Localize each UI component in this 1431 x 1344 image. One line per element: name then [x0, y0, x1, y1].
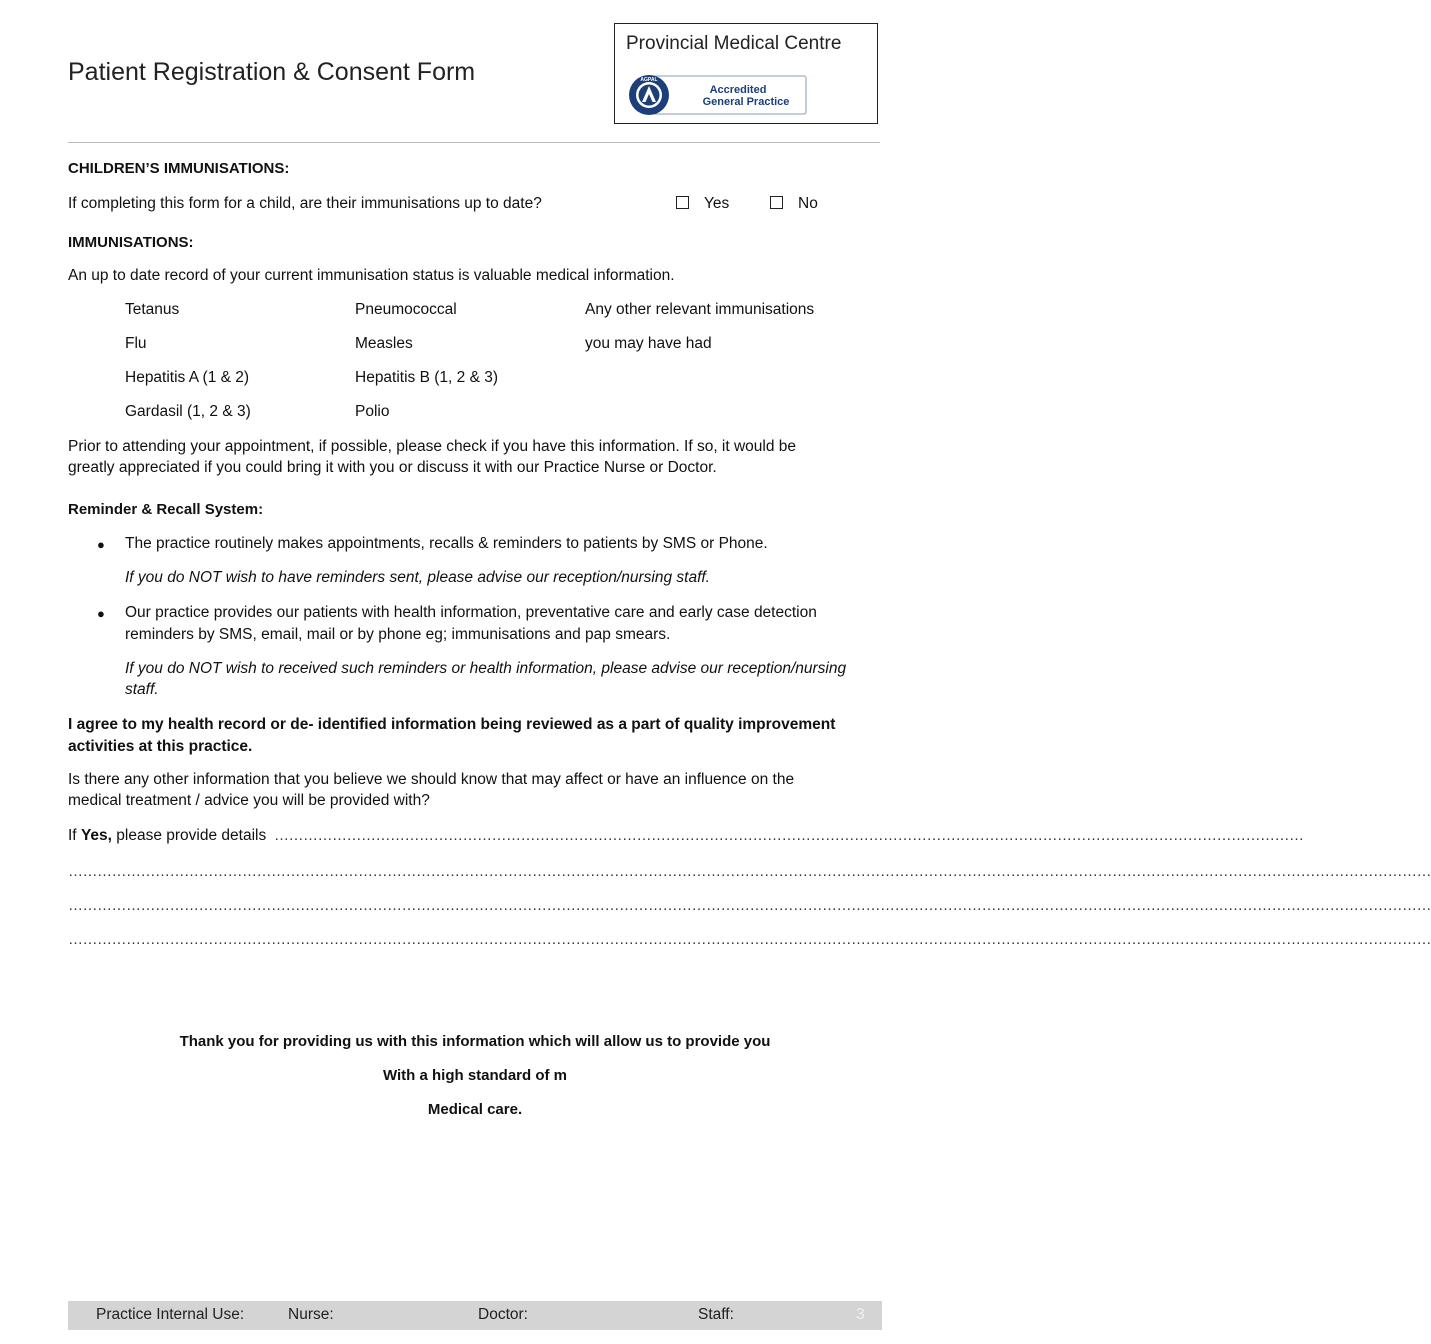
agpal-accreditation-logo [628, 74, 808, 116]
doctor-label: Doctor: [478, 1306, 528, 1323]
page-number: 3 [856, 1306, 865, 1323]
details-line[interactable]: ………………………………………………………………………………………………………………………………………………………………………………………………………………………………………………………… [68, 931, 1431, 948]
svg-text:General Practice: General Practice [702, 96, 790, 108]
immunisation-item: Gardasil (1, 2 & 3) [125, 403, 251, 420]
immunisation-other-note: Any other relevant immunisations [585, 301, 815, 318]
reminder-bullet-note: If you do NOT wish to have reminders sent, please advise our reception/nursing staff. [125, 569, 710, 586]
reminder-bullet-note: If you do NOT wish to received such reminders or health information, please advise our reception/nursing [125, 660, 847, 677]
immunisation-item: Flu [125, 335, 147, 352]
organization-name: Provincial Medical Centre [626, 33, 842, 54]
immunisation-item: Pneumococcal [355, 301, 457, 318]
closing-message: Thank you for providing us with this information which will allow us to provide you [179, 1033, 771, 1050]
page-title: Patient Registration & Consent Form [68, 58, 476, 86]
immunisation-item: Tetanus [125, 301, 180, 318]
yes-checkbox[interactable] [676, 196, 689, 209]
yes-label: Yes [704, 195, 730, 212]
details-line[interactable]: …………………………………………………………………………………………………………………………………………………………………………………………… [274, 827, 1304, 844]
bullet-icon: ● [97, 537, 105, 552]
closing-message: With a high standard of m [382, 1067, 568, 1084]
if-label: If [68, 827, 77, 844]
reminder-bullet-text: reminders by SMS, email, mail or by phone eg; immunisations and pap smears. [125, 626, 671, 643]
details-label: please provide details [116, 827, 267, 844]
consent-statement: I agree to my health record or de- identified information being reviewed as a part of quality improvement [68, 716, 836, 733]
immunisation-note: greatly appreciated if you could bring it with you or discuss it with our Practice Nurse or Doctor. [68, 459, 717, 476]
immunisation-item: Hepatitis B (1, 2 & 3) [355, 369, 499, 386]
reminder-bullet-note: staff. [125, 681, 159, 698]
immunisations-intro: An up to date record of your current immunisation status is valuable medical information. [68, 267, 675, 284]
immunisation-item: Polio [355, 403, 390, 420]
closing-message: Medical care. [427, 1101, 523, 1118]
other-info-question: Is there any other information that you believe we should know that may affect or have an influence on the [68, 771, 795, 788]
no-label: No [798, 195, 818, 212]
yes-emphasis: Yes, [80, 827, 112, 844]
staff-label: Staff: [698, 1306, 734, 1323]
reminder-bullet-text: Our practice provides our patients with health information, preventative care and early case detection [125, 604, 817, 621]
reminder-heading: Reminder & Recall System: [68, 501, 264, 518]
immunisation-other-note: you may have had [585, 335, 712, 352]
details-prompt [68, 827, 266, 845]
consent-statement: activities at this practice. [68, 738, 253, 755]
header-divider [68, 142, 880, 143]
immunisation-item: Measles [355, 335, 413, 352]
svg-text:AGPAL: AGPAL [640, 77, 658, 84]
details-line[interactable]: ………………………………………………………………………………………………………………………………………………………………………………………………………………………………………………………… [68, 863, 1431, 880]
internal-use-label: Practice Internal Use: [96, 1306, 245, 1323]
no-checkbox[interactable] [770, 196, 783, 209]
children-immunisations-heading: CHILDREN’S IMMUNISATIONS: [68, 160, 290, 177]
practice-internal-use-bar [68, 1301, 882, 1330]
organization-box [614, 23, 878, 124]
nurse-label: Nurse: [288, 1306, 334, 1323]
svg-text:Accredited: Accredited [709, 84, 767, 96]
details-line[interactable]: ………………………………………………………………………………………………………………………………………………………………………………………………………………………………………………………… [68, 897, 1431, 914]
other-info-question: medical treatment / advice you will be provided with? [68, 792, 430, 809]
immunisation-item: Hepatitis A (1 & 2) [125, 369, 250, 386]
child-immunisation-question: If completing this form for a child, are their immunisations up to date? [68, 195, 542, 212]
immunisations-heading: IMMUNISATIONS: [68, 234, 194, 251]
bullet-icon: ● [97, 606, 105, 621]
reminder-bullet-text: The practice routinely makes appointments, recalls & reminders to patients by SMS or Phone. [125, 535, 768, 552]
immunisation-note: Prior to attending your appointment, if possible, please check if you have this information. If so, it would be [68, 438, 797, 455]
